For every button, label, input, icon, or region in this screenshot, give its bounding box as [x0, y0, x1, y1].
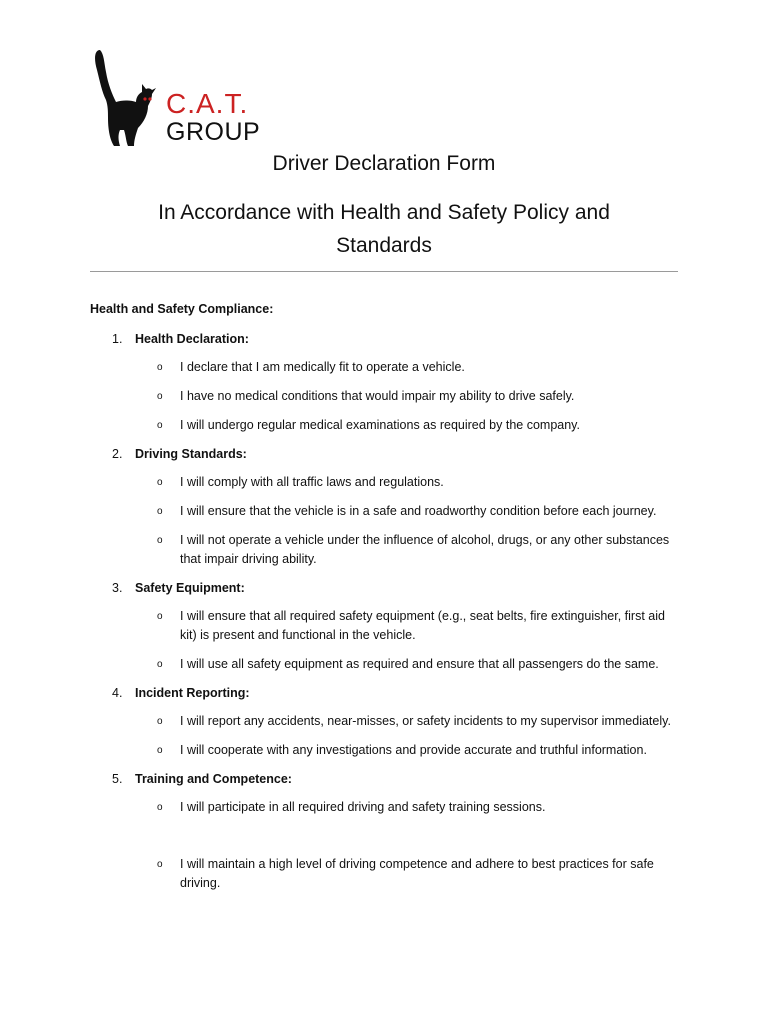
- section-title: [90, 770, 682, 788]
- document-subtitle: In Accordance with Health and Safety Policy and Standards: [158, 201, 610, 257]
- list-item-text: I will not operate a vehicle under the influence of alcohol, drugs, or any other substances that impair driving ability.: [180, 533, 670, 566]
- section-title-text: Incident Reporting:: [135, 686, 250, 700]
- section-heading: Health and Safety Compliance:: [90, 302, 274, 316]
- list-item-text: I will use all safety equipment as required and ensure that all passengers do the same.: [180, 657, 659, 671]
- list-item-text: I will undergo regular medical examinations as required by the company.: [180, 418, 580, 432]
- bullet-icon: o: [157, 659, 163, 670]
- bullet-icon: o: [157, 716, 163, 727]
- section-title: [90, 579, 682, 597]
- section-title: [90, 330, 682, 348]
- list-item-text: I will ensure that all required safety equipment (e.g., seat belts, fire extinguisher, first aid kit) is present and functional in the vehicle.: [180, 609, 665, 642]
- list-item: [90, 387, 682, 406]
- list-item: [90, 358, 682, 377]
- section-number: 3.: [112, 581, 123, 595]
- section-training-competence: [90, 770, 682, 893]
- bullet-icon: o: [157, 535, 163, 546]
- bullet-icon: o: [157, 420, 163, 431]
- list-item: [90, 712, 682, 731]
- horizontal-divider: [90, 271, 678, 272]
- bullet-icon: o: [157, 506, 163, 517]
- list-item-text: I will ensure that the vehicle is in a safe and roadworthy condition before each journey.: [180, 504, 657, 518]
- document-title: Driver Declaration Form: [272, 152, 496, 175]
- list-item-text: I have no medical conditions that would impair my ability to drive safely.: [180, 389, 575, 403]
- list-item: [90, 741, 682, 760]
- document-body: [90, 300, 682, 903]
- list-item-text: I will participate in all required driving and safety training sessions.: [180, 800, 546, 814]
- company-logo: [90, 44, 270, 150]
- section-number: 5.: [112, 772, 123, 786]
- section-health-declaration: [90, 330, 682, 435]
- black-cat-icon: [90, 44, 166, 150]
- bullet-icon: o: [157, 859, 163, 870]
- list-item: [90, 855, 682, 893]
- list-item: [90, 502, 682, 521]
- bullet-icon: o: [157, 391, 163, 402]
- section-title: [90, 445, 682, 463]
- bullet-icon: o: [157, 477, 163, 488]
- section-number: 4.: [112, 686, 123, 700]
- list-item-text: I will cooperate with any investigations and provide accurate and truthful information.: [180, 743, 647, 757]
- section-incident-reporting: [90, 684, 682, 760]
- list-item-text: I will maintain a high level of driving competence and adhere to best practices for safe driving.: [180, 857, 654, 890]
- list-item-text: I will report any accidents, near-misses, or safety incidents to my supervisor immediately.: [180, 714, 671, 728]
- section-title-text: Health Declaration:: [135, 332, 249, 346]
- list-item: [90, 798, 682, 817]
- bullet-icon: o: [157, 362, 163, 373]
- bullet-icon: o: [157, 745, 163, 756]
- list-item: [90, 607, 682, 645]
- list-item-text: I declare that I am medically fit to operate a vehicle.: [180, 360, 465, 374]
- list-item: [90, 416, 682, 435]
- section-title-text: Driving Standards:: [135, 447, 247, 461]
- logo-text-group: GROUP: [166, 118, 261, 146]
- list-item: [90, 531, 682, 569]
- section-safety-equipment: [90, 579, 682, 674]
- list-item: [90, 655, 682, 674]
- section-number: 2.: [112, 447, 123, 461]
- section-driving-standards: [90, 445, 682, 569]
- section-title-text: Safety Equipment:: [135, 581, 245, 595]
- bullet-icon: o: [157, 802, 163, 813]
- logo-text-cat: C.A.T.: [166, 88, 249, 119]
- list-item-text: I will comply with all traffic laws and regulations.: [180, 475, 444, 489]
- bullet-icon: o: [157, 611, 163, 622]
- section-number: 1.: [112, 332, 123, 346]
- section-title: [90, 684, 682, 702]
- section-title-text: Training and Competence:: [135, 772, 292, 786]
- list-item: [90, 473, 682, 492]
